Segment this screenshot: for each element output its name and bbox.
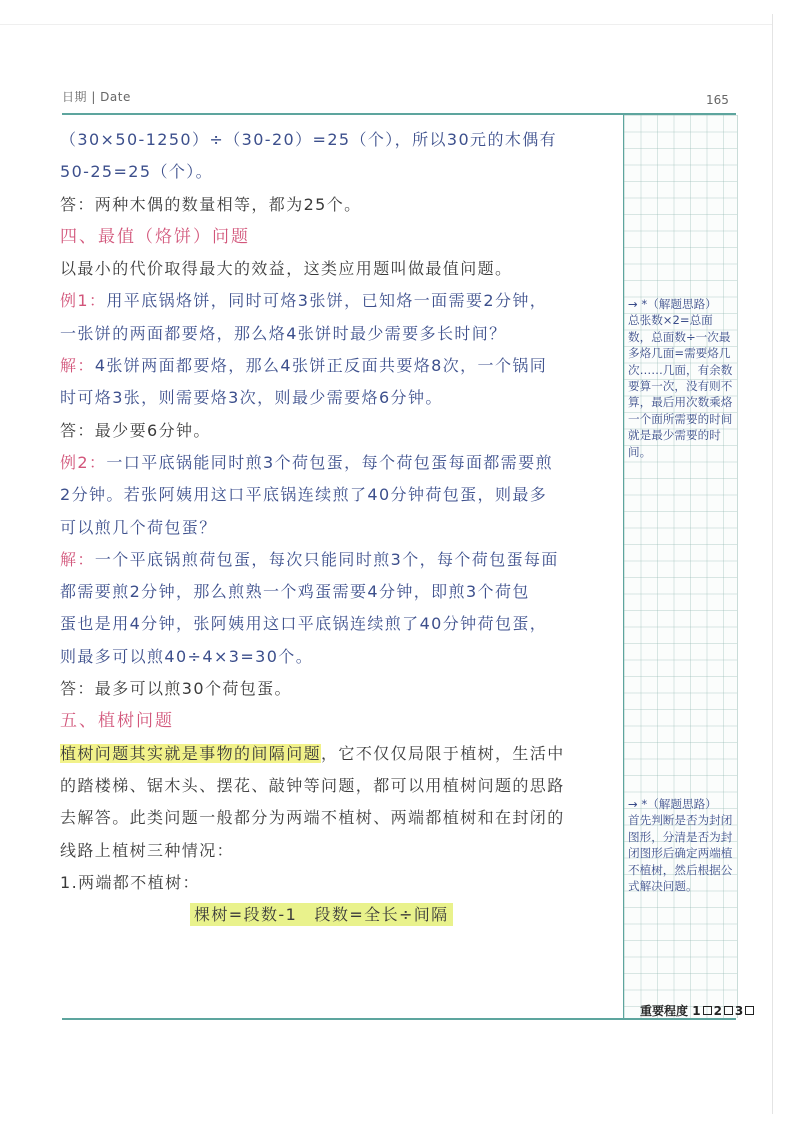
importance-label: 重要程度 bbox=[640, 1004, 689, 1018]
text-line bbox=[60, 253, 620, 285]
text-line bbox=[60, 576, 620, 608]
text-line bbox=[60, 479, 620, 511]
text-segment: 答：两种木偶的数量相等，都为25个。 bbox=[60, 194, 362, 214]
text-segment: 去解答。此类问题一般都分为两端不植树、两端都植树和在封闭的 bbox=[60, 808, 565, 828]
text-segment: 一张饼的两面都要烙，那么烙4张饼时最少需要多长时间？ bbox=[60, 323, 507, 343]
text-line bbox=[60, 447, 620, 479]
text-line bbox=[60, 350, 620, 382]
text-segment: 五、植树问题 bbox=[60, 711, 174, 732]
text-segment: 一口平底锅能同时煎3个荷包蛋，每个荷包蛋每面都需要煎 bbox=[106, 452, 553, 472]
date-label: 日期 | Date bbox=[62, 90, 131, 104]
text-segment: 则最多可以煎40÷4×3=30个。 bbox=[60, 646, 314, 666]
side-note-2 bbox=[628, 796, 733, 894]
text-line bbox=[60, 544, 620, 576]
text-segment: 例2： bbox=[60, 452, 107, 472]
side-note-body: 首先判断是否为封闭图形，分清是否为封闭图形后确定两端植不植树，然后根据公式解决问题。 bbox=[628, 813, 733, 894]
text-line bbox=[60, 770, 620, 802]
arrow-icon: → bbox=[628, 297, 638, 311]
text-segment: 用平底锅烙饼，同时可烙3张饼，已知烙一面需要2分钟， bbox=[106, 291, 548, 311]
main-content bbox=[60, 124, 620, 931]
text-line bbox=[60, 608, 620, 640]
text-line bbox=[60, 673, 620, 705]
text-segment: 50-25=25（个）。 bbox=[60, 162, 214, 182]
text-line bbox=[60, 189, 620, 221]
scan-top-edge bbox=[0, 24, 772, 25]
text-line bbox=[60, 641, 620, 673]
text-segment: 植树问题其实就是事物的间隔问题 bbox=[60, 743, 322, 763]
checkbox-icon[interactable] bbox=[745, 1006, 754, 1015]
checkbox-icon[interactable] bbox=[724, 1006, 733, 1015]
side-note-title: *（解题思路） bbox=[641, 297, 717, 311]
side-note-body: 总张数×2=总面数，总面数÷一次最多烙几面=需要烙几次……几面，有余数要算一次，没有则不算，最后用次数乘烙一个面所需要的时间就是最少需要的时间。 bbox=[628, 313, 733, 459]
text-line bbox=[60, 285, 620, 317]
text-line bbox=[60, 124, 620, 156]
text-segment: 四、最值（烙饼）问题 bbox=[60, 226, 250, 247]
text-segment: 解： bbox=[60, 549, 95, 569]
text-segment: 例1： bbox=[60, 291, 107, 311]
footer-rule bbox=[62, 1018, 736, 1020]
side-note-title: *（解题思路） bbox=[641, 797, 717, 811]
text-segment: （30×50-1250）÷（30-20）=25（个），所以30元的木偶有 bbox=[60, 130, 558, 149]
text-line bbox=[60, 802, 620, 834]
text-line bbox=[60, 318, 620, 350]
text-line bbox=[60, 705, 620, 737]
text-segment: 以最小的代价取得最大的效益，这类应用题叫做最值问题。 bbox=[60, 259, 513, 279]
text-segment: 4张饼两面都要烙，那么4张饼正反面共要烙8次，一个锅同 bbox=[94, 356, 548, 376]
text-line bbox=[60, 512, 620, 544]
text-segment: 答：最多可以煎30个荷包蛋。 bbox=[60, 679, 292, 699]
text-segment: 2分钟。若张阿姨用这口平底锅连续煎了40分钟荷包蛋，则最多 bbox=[60, 485, 548, 505]
text-segment: 蛋也是用4分钟，张阿姨用这口平底锅连续煎了40分钟荷包蛋， bbox=[60, 614, 548, 634]
text-line bbox=[60, 738, 620, 770]
importance-level-2: 2 bbox=[713, 1004, 722, 1018]
text-line bbox=[60, 156, 620, 188]
importance-rating bbox=[640, 1002, 756, 1019]
text-line bbox=[60, 899, 620, 931]
text-line bbox=[60, 867, 620, 899]
text-line bbox=[60, 415, 620, 447]
text-segment: 1.两端都不植树： bbox=[60, 872, 200, 892]
importance-level-3: 3 bbox=[734, 1004, 744, 1018]
side-note-1 bbox=[628, 296, 733, 460]
importance-level-1: 1 bbox=[692, 1004, 701, 1018]
text-line bbox=[60, 835, 620, 867]
checkbox-icon[interactable] bbox=[703, 1006, 712, 1015]
scan-right-edge bbox=[772, 14, 773, 1114]
text-segment: 一个平底锅煎荷包蛋，每次只能同时煎3个，每个荷包蛋每面 bbox=[94, 549, 559, 569]
text-segment: ，它不仅仅局限于植树，生活中 bbox=[321, 743, 565, 763]
text-segment: 的踏楼梯、锯木头、摆花、敲钟等问题，都可以用植树问题的思路 bbox=[60, 775, 565, 795]
text-segment: 答：最少要6分钟。 bbox=[60, 420, 211, 440]
text-segment: 可以煎几个荷包蛋？ bbox=[60, 517, 217, 537]
page-number: 165 bbox=[706, 93, 729, 107]
text-segment: 解： bbox=[60, 356, 95, 376]
text-segment: 时可烙3张，则需要烙3次，则最少需要烙6分钟。 bbox=[60, 388, 443, 408]
text-line bbox=[60, 221, 620, 253]
text-line bbox=[60, 382, 620, 414]
text-segment: 线路上植树三种情况： bbox=[60, 840, 235, 860]
arrow-icon: → bbox=[628, 797, 638, 811]
text-segment: 都需要煎2分钟，那么煎熟一个鸡蛋需要4分钟，即煎3个荷包 bbox=[60, 582, 530, 602]
text-segment: 棵树=段数-1 段数=全长÷间隔 bbox=[190, 903, 453, 926]
